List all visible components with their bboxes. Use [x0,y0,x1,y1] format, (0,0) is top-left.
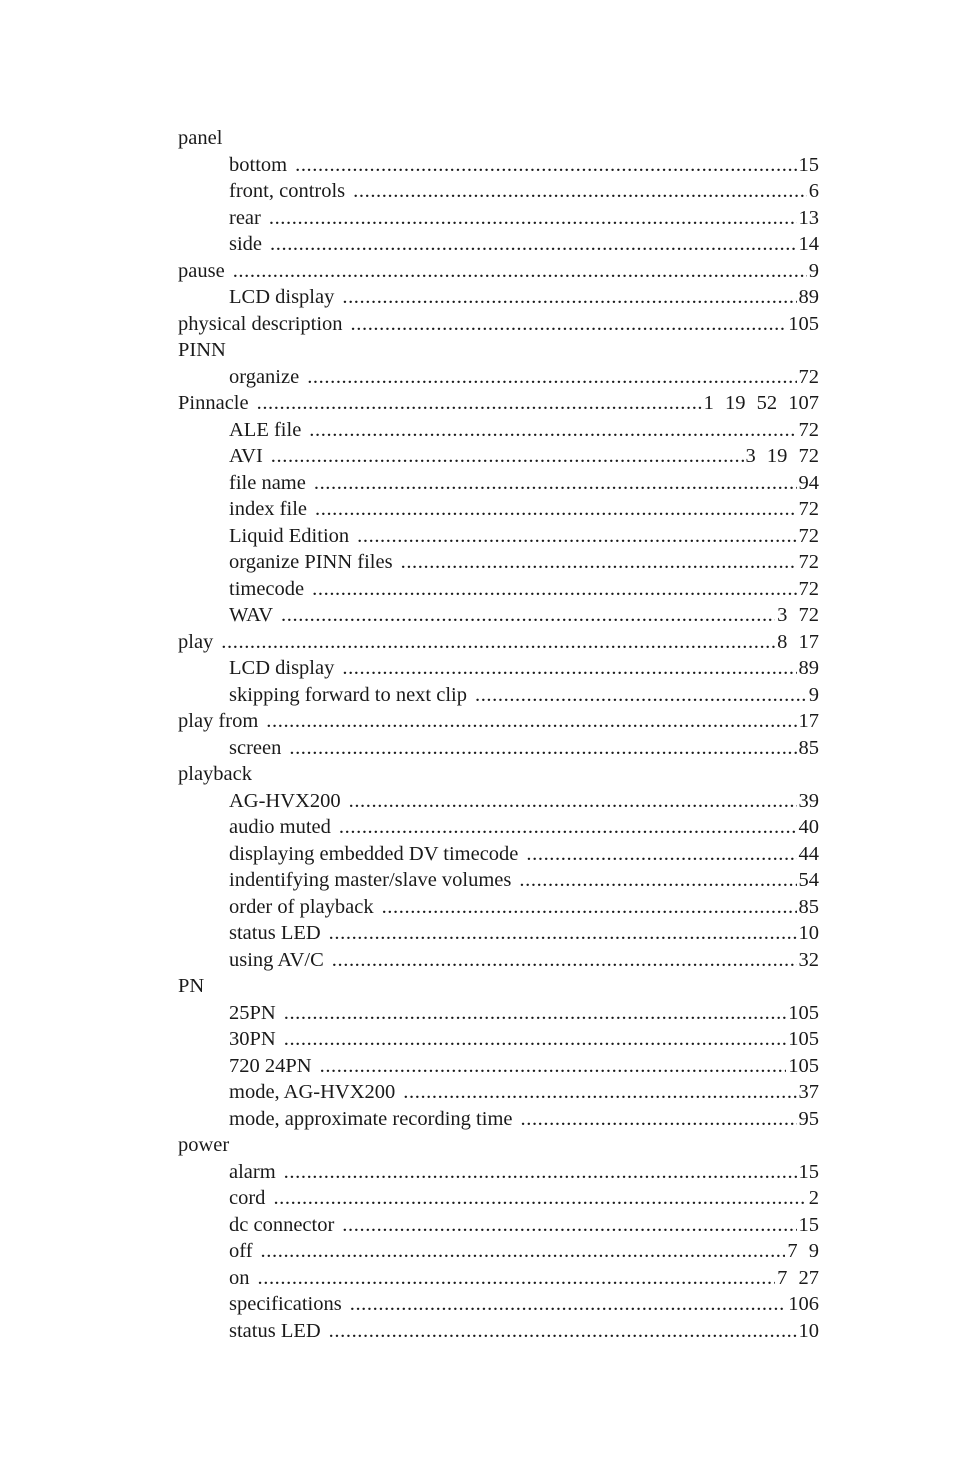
page-references: 72 [798,365,819,388]
index-term: status LED [229,922,321,944]
index-term: PN [178,975,205,997]
dot-leader [357,523,796,550]
page-references: 14 [798,233,819,255]
index-subentry [178,364,819,391]
dot-leader [382,894,797,921]
dot-leader [475,682,807,709]
page-references: 9 [808,683,819,706]
page-references: 105 [788,1054,819,1077]
index-subentry [178,1159,819,1186]
index-term: bottom [229,153,288,176]
index-term: indentifying master/slave volumes [229,869,512,891]
dot-leader [342,655,796,682]
page-references: 10 [798,922,819,944]
page-references: 72 [798,551,819,573]
page-references: 85 [798,895,819,918]
index-entry [178,311,819,338]
index-subentry [178,920,819,947]
page-references: 7 9 [787,1240,819,1262]
index-subentry [178,1106,819,1133]
index-subentry [178,894,819,921]
index-term: side [229,233,263,255]
index-entry [178,125,819,152]
index-term: cord [229,1187,266,1209]
page-references: 95 [798,1107,819,1130]
index-subentry [178,1318,819,1345]
index-entry [178,761,819,788]
dot-leader [353,178,807,205]
index-term: order of playback [229,895,374,918]
index-subentry [178,1291,819,1318]
dot-leader [351,311,787,338]
index-entry [178,708,819,735]
index-term: pause [178,259,225,282]
index-subentry [178,1079,819,1106]
page-references: 10 [798,1319,819,1342]
dot-leader [332,947,797,974]
page-references: 40 [798,816,819,838]
index-term: screen [229,736,282,759]
dot-leader [284,1026,787,1053]
index-term: playback [178,763,252,785]
dot-leader [221,629,775,656]
dot-leader [521,1106,797,1133]
index-subentry [178,841,819,868]
index-term: skipping forward to next clip [229,683,467,706]
index-term: power [178,1134,230,1156]
page-references: 89 [798,657,819,679]
index-term: mode, approximate recording time [229,1107,513,1130]
dot-leader [295,152,796,179]
index-term: AG-HVX200 [229,789,341,812]
page-references: 6 [808,180,819,202]
page-references: 105 [788,312,819,335]
page-references: 85 [798,736,819,759]
index-term: status LED [229,1319,321,1342]
dot-leader [307,364,796,391]
index-subentry [178,814,819,841]
dot-leader [339,814,797,841]
index-term: dc connector [229,1213,335,1236]
index-subentry [178,655,819,682]
dot-leader [342,284,796,311]
dot-leader [526,841,796,868]
page-references: 8 17 [777,630,819,653]
index-subentry [178,576,819,603]
page-references: 72 [798,418,819,441]
dot-leader [266,708,796,735]
index-subentry [178,1185,819,1212]
dot-leader [315,496,797,523]
page-references: 13 [798,206,819,229]
dot-leader [342,1212,796,1239]
index-term: file name [229,471,306,494]
index-term: audio muted [229,816,331,838]
index-subentry [178,1026,819,1053]
index-term: Pinnacle [178,392,249,414]
dot-leader [329,1318,797,1345]
page-references: 9 [808,259,819,282]
index-term: AVI [229,445,263,467]
index-entry [178,1132,819,1159]
index-subentry [178,496,819,523]
index-entry [178,258,819,285]
index-subentry [178,682,819,709]
index-subentry [178,1053,819,1080]
dot-leader [284,1159,797,1186]
index-subentry [178,178,819,205]
index-term: WAV [229,604,274,626]
page-references: 32 [798,948,819,971]
index-subentry [178,788,819,815]
index-term: on [229,1266,250,1289]
dot-leader [261,1238,786,1265]
dot-leader [257,390,702,417]
page-references: 1 19 52 107 [703,392,819,414]
index-term: alarm [229,1160,276,1183]
page-references: 89 [798,286,819,308]
page-references: 3 72 [777,604,819,626]
index-term: rear [229,206,261,229]
dot-leader [403,1079,796,1106]
index-subentry [178,549,819,576]
dot-leader [289,735,796,762]
page-references: 17 [798,710,819,732]
page-references: 106 [788,1293,819,1315]
page-references: 37 [798,1081,819,1103]
index-subentry [178,1212,819,1239]
index-term: organize [229,365,300,388]
index-entry [178,629,819,656]
index-term: physical description [178,312,343,335]
index-term: play [178,630,214,653]
dot-leader [320,1053,787,1080]
index-term: specifications [229,1293,342,1315]
page-references: 72 [798,498,819,520]
index-subentry [178,231,819,258]
index-subentry [178,152,819,179]
index-entry [178,390,819,417]
index-term: 25PN [229,1001,276,1024]
dot-leader [233,258,807,285]
page-references: 105 [788,1028,819,1050]
dot-leader [269,205,797,232]
index-list [178,125,819,1344]
index-entry [178,337,819,364]
index-subentry [178,947,819,974]
index-term: PINN [178,339,226,361]
dot-leader [314,470,797,497]
page-references: 7 27 [777,1266,819,1289]
index-term: play from [178,710,259,732]
dot-leader [271,443,744,470]
index-subentry [178,867,819,894]
index-term: Liquid Edition [229,524,350,547]
index-subentry [178,443,819,470]
page-references: 44 [798,842,819,865]
page-references: 54 [798,869,819,891]
index-term: mode, AG-HVX200 [229,1081,396,1103]
index-term: using AV/C [229,948,324,971]
index-subentry [178,417,819,444]
dot-leader [312,576,796,603]
index-term: 30PN [229,1028,276,1050]
index-subentry [178,1000,819,1027]
dot-leader [309,417,796,444]
index-term: displaying embedded DV timecode [229,842,519,865]
index-subentry [178,470,819,497]
dot-leader [258,1265,776,1292]
page-references: 39 [798,789,819,812]
dot-leader [270,231,796,258]
index-subentry [178,602,819,629]
page-references: 3 19 72 [745,445,819,467]
index-subentry [178,735,819,762]
index-entry [178,973,819,1000]
index-term: 720 24PN [229,1054,312,1077]
index-subentry [178,523,819,550]
index-term: LCD display [229,657,335,679]
page-references: 72 [798,524,819,547]
page-references: 105 [788,1001,819,1024]
dot-leader [349,788,797,815]
index-subentry [178,205,819,232]
dot-leader [284,1000,787,1027]
page-references: 15 [798,153,819,176]
page-references: 15 [798,1213,819,1236]
index-term: organize PINN files [229,551,393,573]
dot-leader [519,867,796,894]
index-term: front, controls [229,180,346,202]
index-term: ALE file [229,418,302,441]
dot-leader [329,920,797,947]
index-term: panel [178,127,223,149]
index-subentry [178,1265,819,1292]
index-term: LCD display [229,286,335,308]
dot-leader [273,1185,806,1212]
index-subentry [178,1238,819,1265]
page-references: 2 [808,1187,819,1209]
index-subentry [178,284,819,311]
index-term: index file [229,498,307,520]
dot-leader [401,549,797,576]
dot-leader [350,1291,787,1318]
page-references: 72 [798,577,819,600]
index-term: off [229,1240,253,1262]
dot-leader [281,602,775,629]
page-references: 15 [798,1160,819,1183]
index-term: timecode [229,577,305,600]
page-references: 94 [798,471,819,494]
